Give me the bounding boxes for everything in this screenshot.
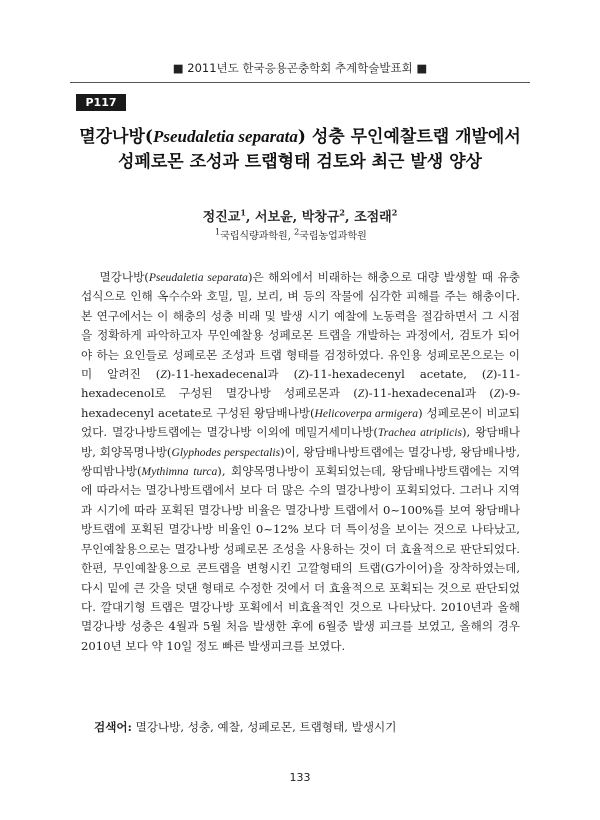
affiliation-mark: 1	[215, 227, 221, 237]
poster-id-badge: P117	[76, 94, 126, 111]
conference-header: ■ 2011년도 한국응용곤충학회 추계학술발표회 ■	[172, 61, 428, 75]
author-name: 박창규	[301, 210, 340, 225]
affiliation-name: 국립식량과학원	[220, 231, 288, 242]
abstract-text: 멸강나방(	[99, 270, 149, 284]
paper-title	[60, 124, 540, 175]
species-name: Trachea atriplicis	[377, 426, 462, 440]
title-text: ) 성충 무인예찰트랩 개발에서	[297, 127, 521, 147]
abstract-text: )이, 왕담배나방트랩에는 멸강나방, 왕담배나방, 쌍띠밤나방(	[81, 444, 521, 479]
title-text: 성페로몬 조성과 트랩형태 검토와 최근 발생 양상	[118, 152, 482, 172]
author-name: 서보윤	[254, 210, 293, 225]
affiliation-name: 국립농업과학원	[299, 231, 367, 242]
author-list: 정진교$^1$, 서보윤, 박창규$^2$, 조점래$^2$	[202, 207, 398, 225]
affiliation-mark: 1	[240, 207, 246, 218]
isomer-label: Z	[357, 387, 365, 401]
abstract-text: ) 성페로몬이 비교되었다. 멸강나방트랩에는 멸강나방 이외에 메밀거세미나방(	[81, 405, 521, 440]
title-species-name: Pseudaletia separata	[152, 127, 298, 146]
title-text: 멸강나방(	[79, 127, 153, 147]
isomer-label: Z	[160, 368, 167, 382]
abstract-text: )은 해외에서 비래하는 해충으로 대량 발생할 때 유충 섭식으로 인해 옥수수와 호밀, 밀, 보리, 벼 등의 작물에 심각한 피해를 주는 해충이다. 본 연구에서는 이 해충의 성충 비래 및 발생 시기 예찰에 노동력을 절감하면서 그 시점을 정확하게 파악하고자 무인예찰용 성페로몬 트랩을 개발하는 과정에서, 검토가 되어야 하는 요인들로 성페로몬 조성과 트랩 형태를 검정하였다. 유인용 성페로몬으로는 이미 알려진 (	[81, 270, 521, 382]
isomer-label: Z	[486, 368, 493, 382]
keywords-label: 검색어:	[94, 720, 132, 734]
species-name: Helicoverpa armigera	[314, 406, 419, 420]
page-number: 133	[289, 771, 311, 784]
isomer-label: Z	[298, 368, 305, 382]
species-name: Mythimna turca	[141, 465, 218, 479]
species-name: Pseudaletia separata	[148, 271, 248, 284]
author-name: 조점래	[354, 210, 392, 225]
author-name: 정진교	[202, 210, 241, 225]
abstract-text: ), 왕담배나방, 회양목명나방(	[81, 425, 520, 459]
abstract-text: )-11-hexadecenyl acetate, (	[304, 367, 487, 382]
abstract-text: )-9-hexadecenyl acetate로 구성된 왕담배나방(	[81, 386, 520, 420]
keywords-text: 멸강나방, 성충, 예찰, 성페로몬, 트랩형태, 발생시기	[131, 720, 397, 734]
species-name: Glyphodes perspectalis	[171, 445, 281, 459]
affiliations: $^1$국립식량과학원, $^2$국립농업과학원	[215, 227, 367, 242]
abstract-body	[81, 268, 520, 656]
isomer-label: Z	[493, 387, 501, 401]
header-divider	[70, 82, 530, 83]
affiliation-mark: 2	[294, 227, 300, 237]
abstract-text: )-11-hexadecenal과 (	[364, 386, 494, 401]
abstract-text: )-11-hexadecenal과 (	[166, 367, 299, 382]
affiliation-mark: 2	[391, 207, 398, 218]
keywords	[94, 719, 524, 735]
abstract-text: ), 회양목명나방이 포획되었는데, 왕담배나방트랩에는 지역에 따라서는 멸강나방트랩에서 보다 더 많은 수의 멸강나방이 포획되었다. 그러나 지역과 시기에 따라 포획된 멸강나방 비율은 멸강나방 트랩에서 0~100%를 보여 왕담배나방트랩에 포획된 멸강나방 비율인 0~12% 보다 더 특이성을 보이는 것으로 나타났고, 무인예찰용으로는 멸강나방 성페로몬 조성을 사용하는 것이 더 효율적으로 판단되었다. 한편, 무인예찰용으로 콘트랩을 변형시킨 고깔형태의 트랩(G가이어)을 장착하였는데, 다시 밑에 큰 갓을 덧댄 형태로 수정한 것에서 더 효율적으로 포획되는 것으로 판단되었다. 깔대기형 트랩은 멸강나방 포획에서 비효율적인 것으로 나타났다. 2010년과 올해 멸강나방 성충은 4월과 5월 처음 발생한 후에 6월중 발생 피크를 보였고, 올해의 경우 2010년 보다 약 10일 정도 빠른 발생피크를 보였다.	[81, 464, 520, 653]
affiliation-mark: 2	[339, 207, 345, 218]
abstract-text: )-11-hexadecenol로 구성된 멸강나방 성페로몬과 (	[81, 367, 520, 401]
